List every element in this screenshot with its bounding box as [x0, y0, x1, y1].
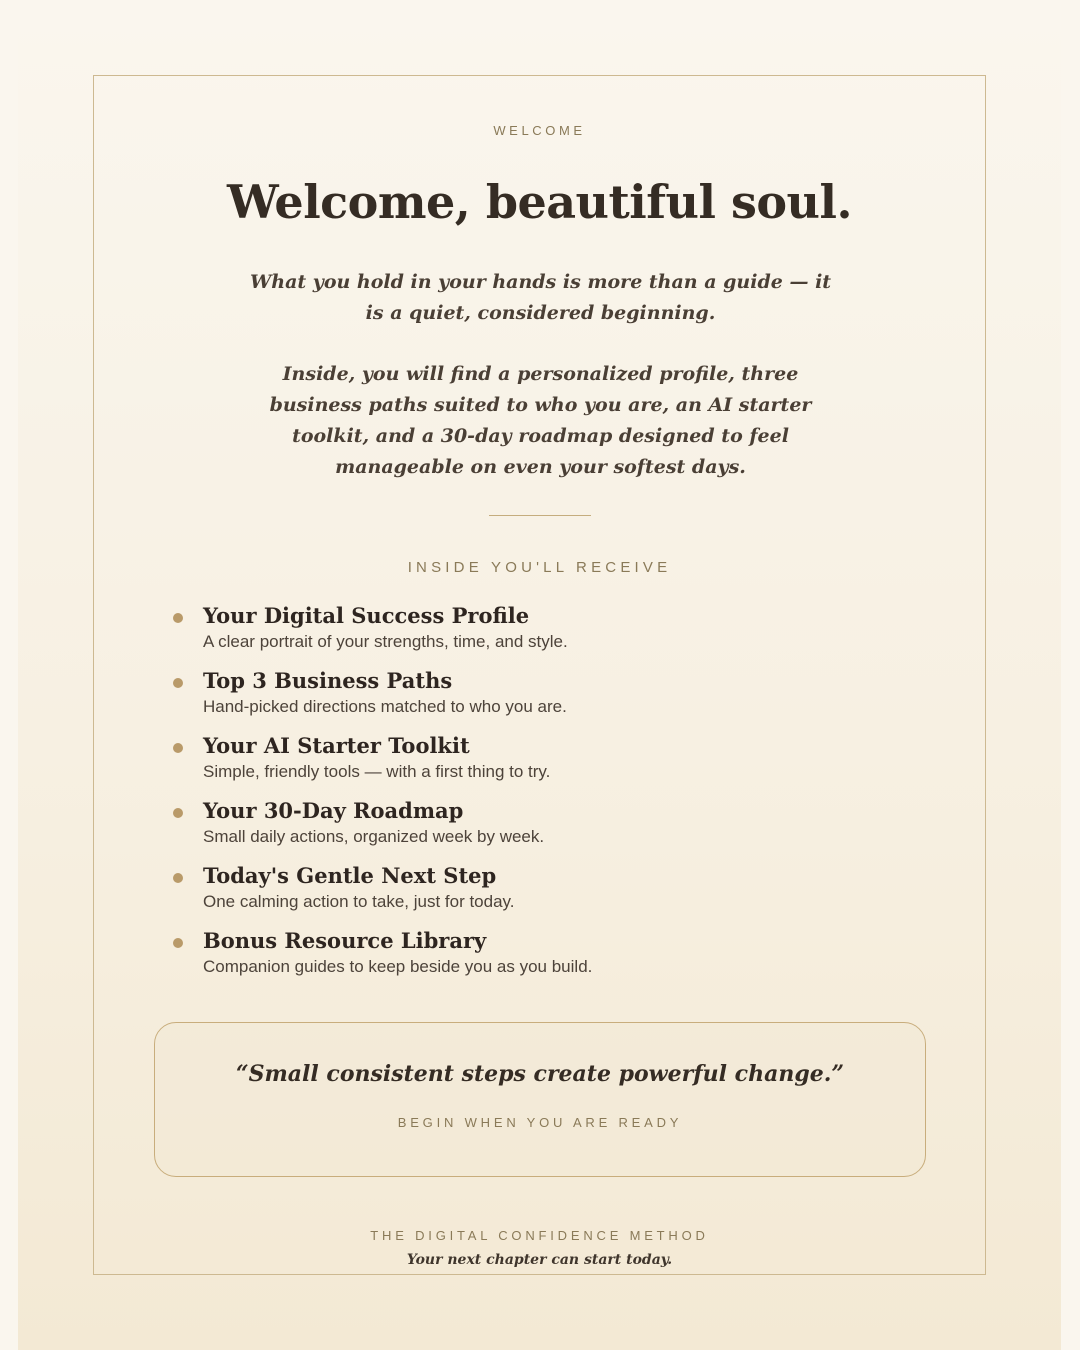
bullet-dot-icon: [173, 808, 183, 818]
item-description: Simple, friendly tools — with a first thing to try.: [203, 762, 551, 781]
intro-text: [244, 267, 837, 483]
eyebrow-label: WELCOME: [493, 123, 586, 138]
list-item: [172, 797, 912, 862]
divider: [489, 515, 591, 516]
quote-subtext: BEGIN WHEN YOU ARE READY: [397, 1115, 683, 1130]
item-title: Today's Gentle Next Step: [203, 863, 497, 888]
item-description: Hand-picked directions matched to who you are.: [203, 697, 567, 716]
footer-brand: THE DIGITAL CONFIDENCE METHOD: [370, 1228, 709, 1243]
bullet-dot-icon: [173, 743, 183, 753]
quote-text: “Small consistent steps create powerful change.”: [235, 1061, 845, 1087]
item-description: Companion guides to keep beside you as you build.: [203, 957, 593, 976]
item-description: One calming action to take, just for today.: [203, 892, 515, 911]
item-title: Top 3 Business Paths: [203, 668, 453, 693]
intro-paragraph: Inside, you will find a personalized profile, three business paths suited to who you are, an AI starter toolkit, and a 30-day roadmap designed to feel manageable on even your softest days.: [269, 363, 812, 478]
item-title: Bonus Resource Library: [203, 928, 487, 953]
item-title: Your AI Starter Toolkit: [203, 733, 470, 758]
list-item: [172, 927, 912, 992]
list-item: [172, 862, 912, 927]
list-item: [172, 732, 912, 797]
intro-paragraph: What you hold in your hands is more than a guide — it is a quiet, considered beginning.: [249, 271, 832, 324]
list-item: [172, 667, 912, 732]
item-description: Small daily actions, organized week by week.: [203, 827, 545, 846]
quote-box: [154, 1022, 926, 1177]
item-title: Your Digital Success Profile: [203, 603, 530, 628]
bullet-dot-icon: [173, 613, 183, 623]
item-description: A clear portrait of your strengths, time, and style.: [203, 632, 568, 651]
content-frame: [93, 75, 986, 1275]
page-title: Welcome, beautiful soul.: [227, 175, 852, 229]
footer-tagline: Your next chapter can start today.: [406, 1252, 673, 1268]
section-label: INSIDE YOU'LL RECEIVE: [407, 559, 672, 576]
bullet-dot-icon: [173, 938, 183, 948]
receive-list: [172, 602, 912, 992]
item-title: Your 30-Day Roadmap: [203, 798, 464, 823]
list-item: [172, 602, 912, 667]
bullet-dot-icon: [173, 873, 183, 883]
bullet-dot-icon: [173, 678, 183, 688]
